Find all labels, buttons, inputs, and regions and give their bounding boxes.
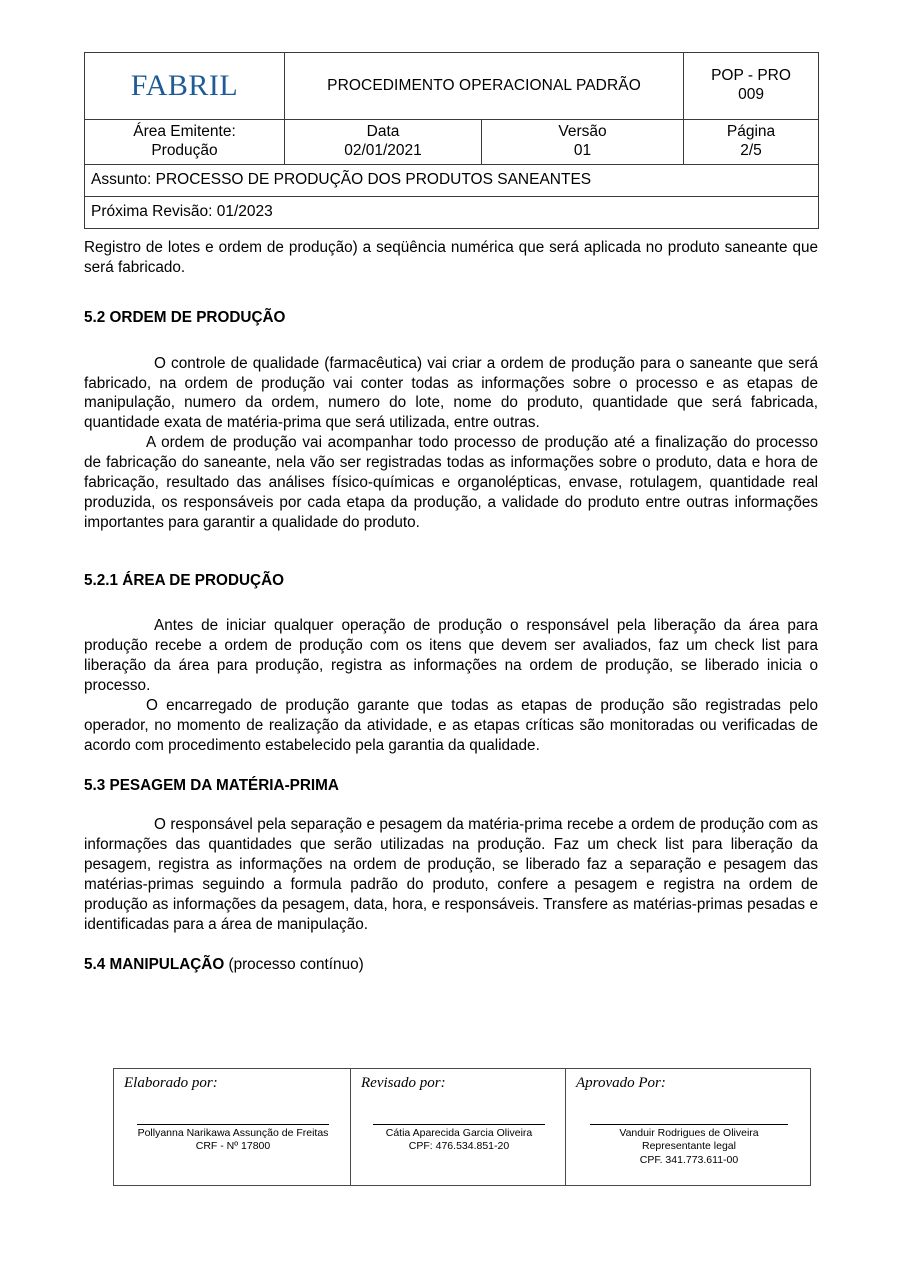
header-row-title [85,53,819,120]
spacer [84,756,818,776]
spacer [84,795,818,815]
signature-label-revisado: Revisado por: [361,1075,446,1091]
signature-line [137,1124,329,1125]
header-row-subject [85,165,819,197]
spacer [84,328,818,354]
document-code-line2: 009 [738,86,764,103]
paragraph-5-2-1-b: O encarregado de produção garante que todas as etapas de produção são registradas pelo operador, no momento de realização da atividade, e as etapas críticas são monitoradas ou verificadas de acordo com procedimento estabelecido pela garantia da qualidade. [84,696,818,754]
document-title-cell: PROCEDIMENTO OPERACIONAL PADRÃO [285,53,684,120]
signature-cell-revisado [351,1069,566,1186]
signature-line [590,1124,789,1125]
intro-paragraph: Registro de lotes e ordem de produção) a seqüência numérica que será aplicada no produto saneante que será fabricado. [84,239,818,276]
heading-5-2-1: 5.2.1 ÁREA DE PRODUÇÃO [84,571,285,589]
proxima-revisao-cell: Próxima Revisão: 01/2023 [85,197,819,229]
header-row-revision [85,197,819,229]
signature-row [114,1069,811,1186]
area-emitente-cell [85,120,285,165]
logo-cell [85,53,285,120]
heading-5-4-bold: 5.4 MANIPULAÇÃO [84,955,225,973]
signature-document-elaborado: CRF - Nº 17800 [195,1140,271,1153]
signature-cell-elaborado [114,1069,351,1186]
signature-subtitle-aprovado: Representante legal [642,1140,736,1153]
spacer [84,278,818,308]
paragraph-5-3-a: O responsável pela separação e pesagem da matéria-prima recebe a ordem de produção com as informações das quantidades que serão utilizadas na produção. Faz um check list para liberação da pesagem, registra as informações na ordem de produção, se liberado faz a separação e pesagem das matérias-primas seguindo a formula padrão do produto, confere a pesagem e registra na ordem de produção as informações da pesagem, data, hora, e responsáveis. Transfere as matérias-primas pesadas e identificadas para a área de manipulação. [84,816,818,933]
document-header-table [84,52,819,229]
fabril-logo: FABRIL [130,69,239,102]
signature-table [113,1068,811,1186]
data-label: Data [366,123,400,141]
heading-5-4-note: (processo contínuo) [224,955,364,973]
signature-document-revisado: CPF: 476.534.851-20 [408,1140,510,1153]
header-row-meta [85,120,819,165]
spacer [84,590,818,616]
versao-value: 01 [573,142,592,159]
document-code-line1: POP - PRO [711,67,791,85]
heading-5-3: 5.3 PESAGEM DA MATÉRIA-PRIMA [84,776,339,794]
heading-5-4 [84,955,818,975]
signature-name-revisado: Cátia Aparecida Garcia Oliveira [385,1127,533,1139]
paragraph-5-2-1: O controle de qualidade (farmacêutica) vai criar a ordem de produção para o saneante que será fabricado, na ordem de produção vai conter todas as informações sobre o processo e as etapas de manipulação, numero da ordem, numero do lote, nome do produto, quantidade que será fabricada, quantidade exata de matéria-prima que será utilizada, entre outras. [84,354,818,432]
pagina-label: Página [726,123,776,141]
versao-label: Versão [558,123,607,141]
document-body [84,238,818,975]
document-code-cell [684,53,819,120]
pagina-cell [684,120,819,165]
signature-name-aprovado: Vanduir Rodrigues de Oliveira [619,1127,759,1139]
versao-cell [482,120,684,165]
signature-line [373,1124,545,1125]
paragraph-5-2-1-a: Antes de iniciar qualquer operação de produção o responsável pela liberação da área para produção recebe a ordem de produção com os itens que devem ser avaliados, faz um check list para liberação da área para produção, registra as informações na ordem de produção, se liberado inicia o processo. [84,617,818,694]
spacer [84,533,818,571]
area-emitente-value: Produção [151,142,218,159]
area-emitente-label: Área Emitente: [133,123,236,141]
pagina-value: 2/5 [740,142,762,159]
signature-cell-aprovado [566,1069,811,1186]
data-cell [285,120,482,165]
signature-label-elaborado: Elaborado por: [124,1075,218,1091]
heading-5-2: 5.2 ORDEM DE PRODUÇÃO [84,308,286,326]
data-value: 02/01/2021 [344,142,422,159]
signature-label-aprovado: Aprovado Por: [576,1075,666,1091]
paragraph-5-2-2: A ordem de produção vai acompanhar todo processo de produção até a finalização do processo de fabricação do saneante, nela vão ser registradas todas as informações sobre o produto, data e hora de fabricação, resultado das análises físico-químicas e organolépticas, envase, rotulagem, quantidade real produzida, os responsáveis por cada etapa da produção, a validade do produto entre outras informações importantes para garantir a qualidade do produto. [84,434,818,531]
signature-document-aprovado: CPF. 341.773.611-00 [639,1153,739,1166]
spacer [84,935,818,955]
signature-name-elaborado: Pollyanna Narikawa Assunção de Freitas [137,1127,329,1139]
assunto-cell: Assunto: PROCESSO DE PRODUÇÃO DOS PRODUTOS SANEANTES [85,165,819,197]
